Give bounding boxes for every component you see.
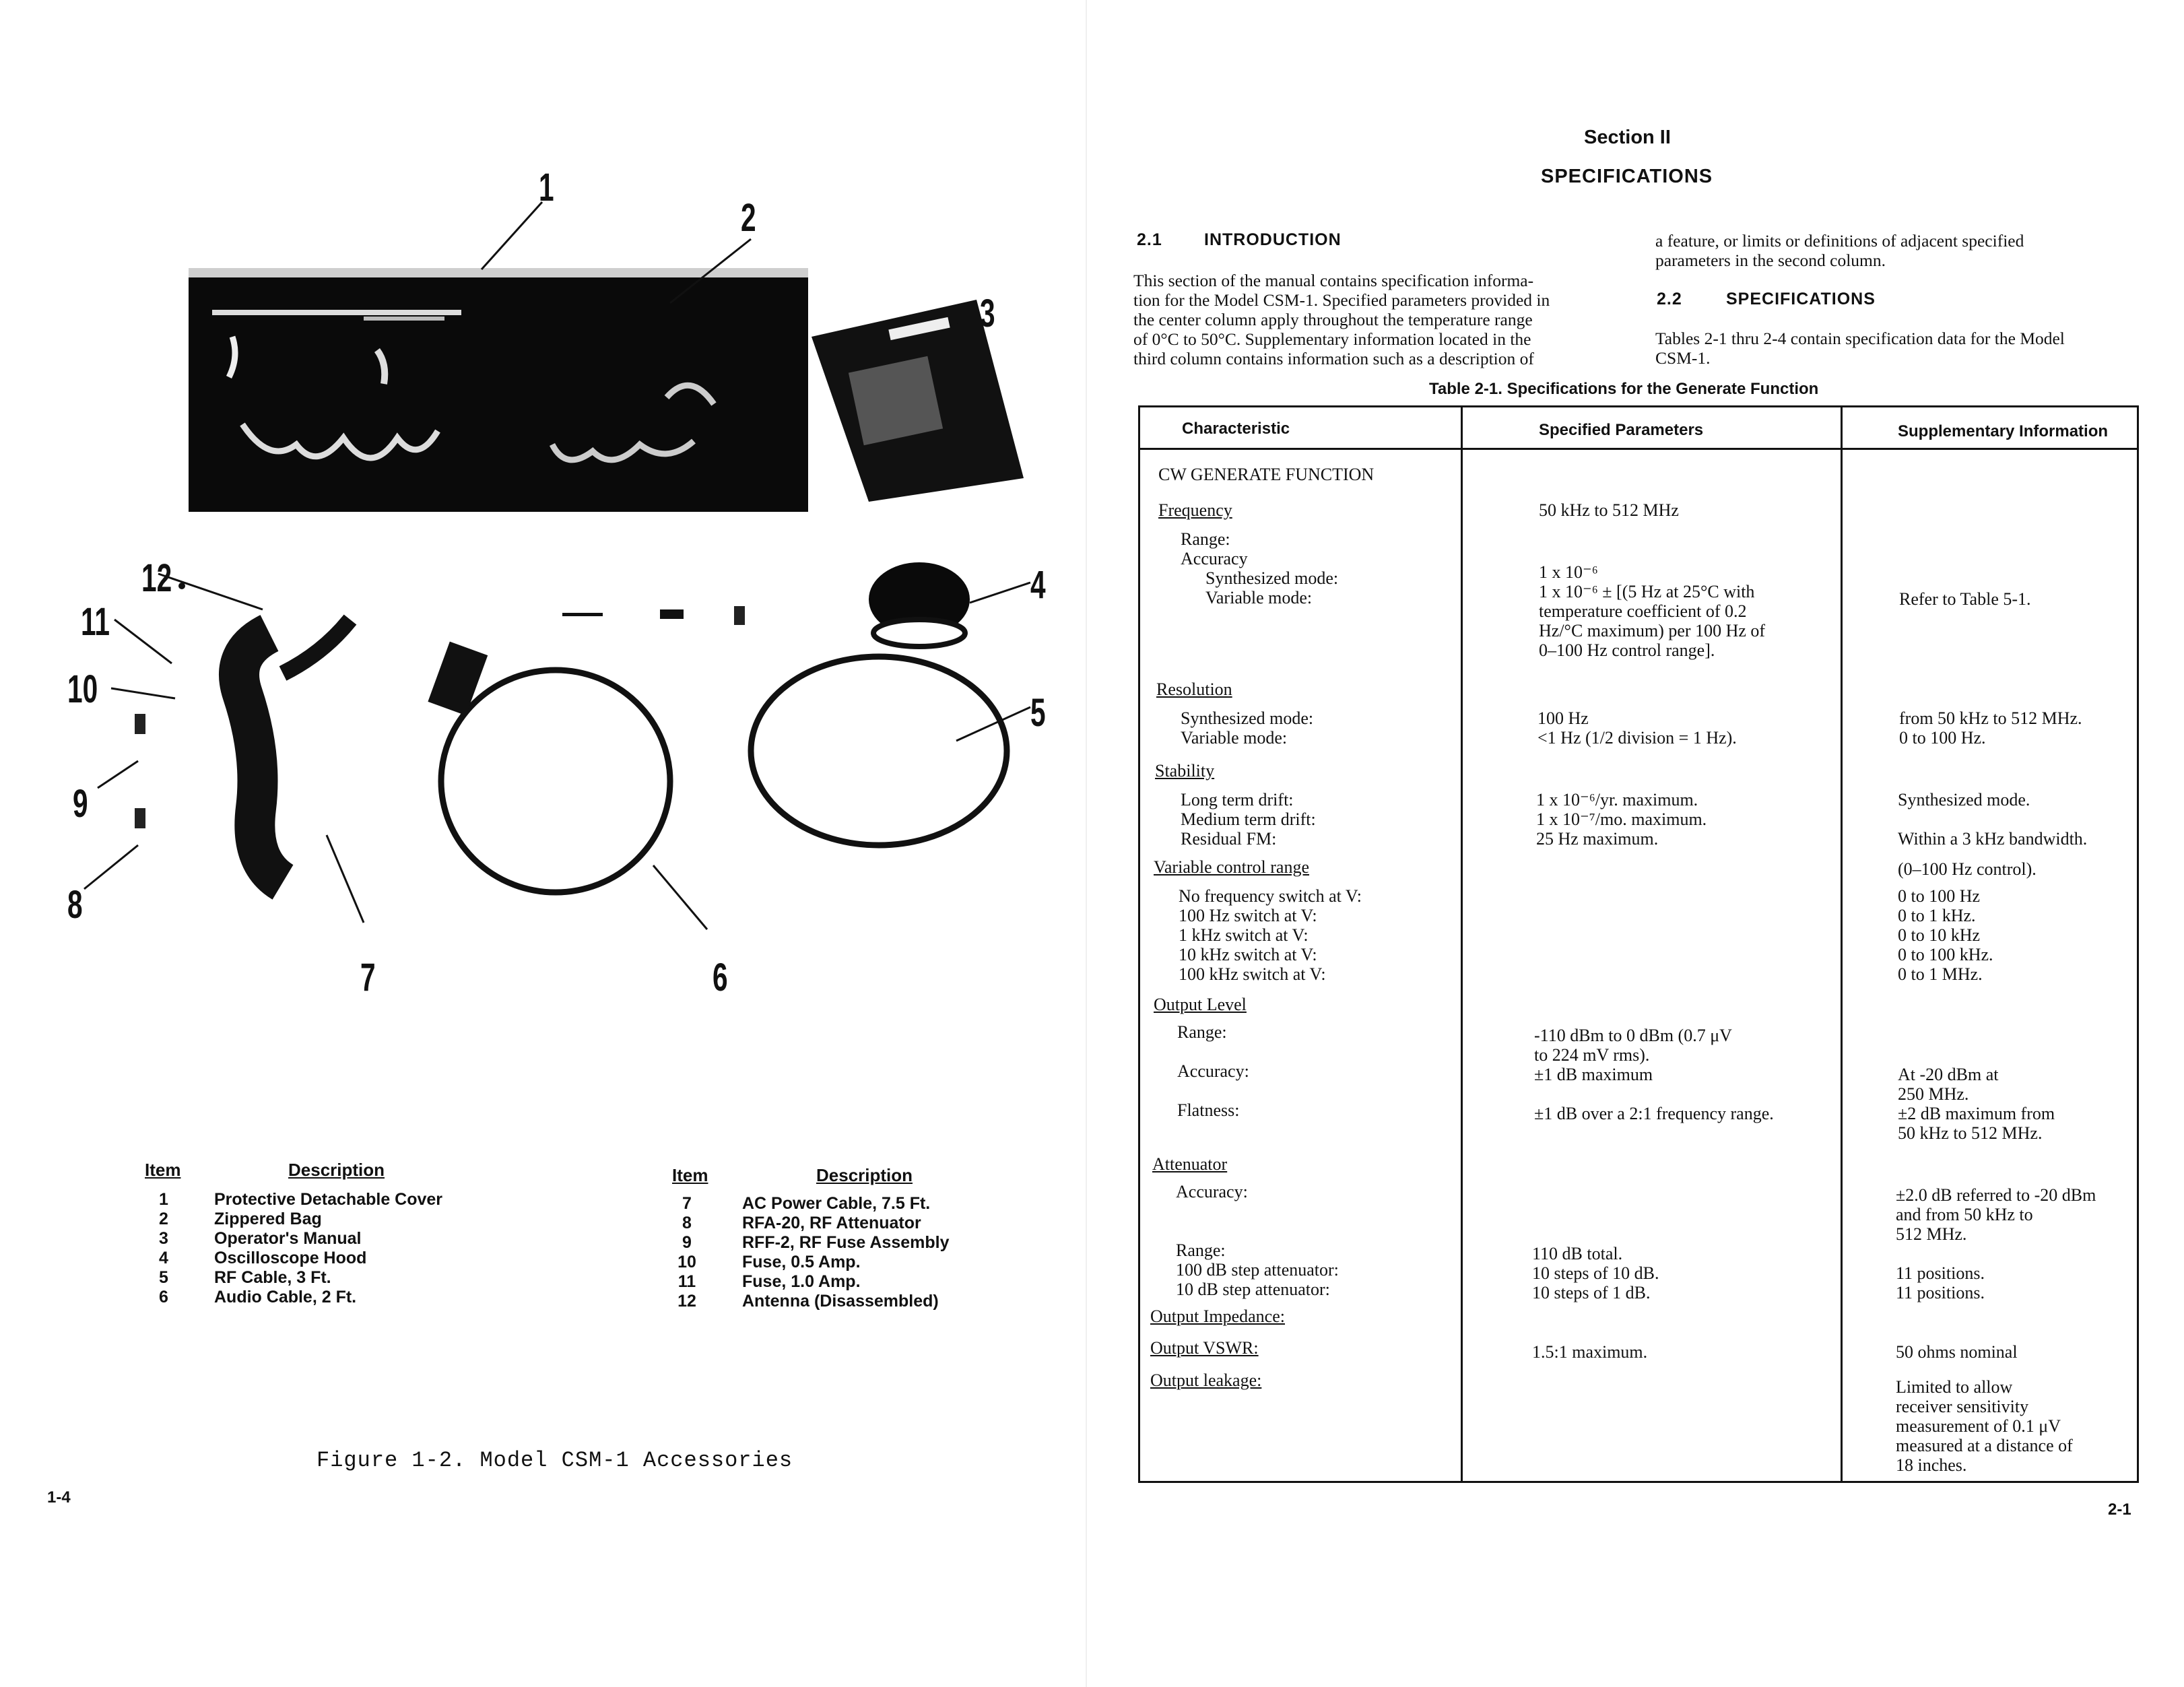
text-line: a feature, or limits or definitions of adjacent specified <box>1655 231 2024 251</box>
cell-resolution-values: 100 Hz <1 Hz (1/2 division = 1 Hz). <box>1537 708 1737 748</box>
cell-attenuator-supplement: 11 positions. 11 positions. <box>1896 1263 1985 1302</box>
accessory-col-desc-left: Description <box>288 1160 385 1180</box>
intro-heading: INTRODUCTION <box>1204 230 1342 249</box>
text-line: This section of the manual contains specification informa- <box>1133 271 1534 290</box>
cell-stability-values: 1 x 10⁻⁶/yr. maximum. 1 x 10⁻⁷/mo. maximum. 25 Hz maximum. <box>1536 790 1707 849</box>
text-line: Tables 2-1 thru 2-4 contain specification data for the Model <box>1655 329 2065 348</box>
cell-output-leakage-supplement: Limited to allow receiver sensitivity measurement of 0.1 μV measured at a distance of 18 inches. <box>1896 1377 2073 1475</box>
protective-cover-image <box>189 268 808 512</box>
accessory-col-item-right: Item <box>672 1165 708 1185</box>
cell-frequency-sub: Range: Accuracy <box>1181 529 1248 568</box>
page-number-right: 2-1 <box>2108 1500 2131 1519</box>
spec-paragraph <box>1655 329 2065 368</box>
table-divider <box>1841 407 1843 1481</box>
spec-heading: SPECIFICATIONS <box>1726 290 1876 308</box>
ac-power-cable-image <box>239 620 488 882</box>
antenna-section-image <box>562 613 603 616</box>
section-label: Section II <box>1584 127 1671 148</box>
cell-output-leakage: Output leakage: <box>1150 1370 1262 1390</box>
cell-stability-sub: Long term drift: Medium term drift: Residual FM: <box>1181 790 1316 849</box>
page-number-left: 1-4 <box>47 1488 71 1507</box>
cell-output-vswr: Output VSWR: <box>1150 1338 1259 1358</box>
text-line: parameters in the second column. <box>1655 251 1886 270</box>
callout-10: 10 <box>67 667 98 711</box>
rf-fuse-assembly-image <box>135 714 145 734</box>
callout-5: 5 <box>1030 691 1046 735</box>
audio-cable-image <box>441 670 670 892</box>
fuse-holder-image <box>660 609 684 619</box>
rf-attenuator-image <box>135 808 145 828</box>
cell-frequency-modes: Synthesized mode: Variable mode: <box>1205 568 1339 607</box>
cell-output-level: Output Level <box>1154 995 1247 1014</box>
cell-variable-control-sub: No frequency switch at V: 100 Hz switch at V: 1 kHz switch at V: 10 kHz switch at V: 100 kHz switch at V: <box>1179 886 1362 984</box>
callout-7: 7 <box>360 956 376 999</box>
cell-attenuator: Attenuator <box>1152 1154 1228 1174</box>
text-line: the center column apply throughout the temperature range <box>1133 310 1533 329</box>
text-line: third column contains information such as a description of <box>1133 349 1534 368</box>
callout-3: 3 <box>980 292 995 335</box>
text-line: of 0°C to 50°C. Supplementary information located in the <box>1133 329 1531 349</box>
cell-stability: Stability <box>1155 761 1215 781</box>
cell-output-flatness-value: ±1 dB over a 2:1 frequency range. <box>1534 1104 1774 1123</box>
cell-frequency-supplement: Refer to Table 5-1. <box>1899 589 2031 609</box>
callout-12: 12 <box>141 556 172 600</box>
accessory-col-item-left: Item <box>145 1160 181 1180</box>
cell-cw-generate: CW GENERATE FUNCTION <box>1158 465 1375 484</box>
cell-output-accuracy-value: ±1 dB maximum <box>1534 1065 1653 1084</box>
section-title: SPECIFICATIONS <box>1541 166 1713 187</box>
cell-attenuator-values: 110 dB total. 10 steps of 10 dB. 10 steps of 1 dB. <box>1532 1244 1659 1302</box>
spec-table <box>1138 405 2139 1483</box>
cell-output-vswr-value: 1.5:1 maximum. <box>1532 1342 1648 1362</box>
cell-stability-supplement-1: Synthesized mode. <box>1898 790 2030 809</box>
cell-frequency-accuracy: 1 x 10⁻⁶ 1 x 10⁻⁶ ± [(5 Hz at 25°C with temperature coefficient of 0.2 Hz/°C maximum) per 100 Hz of 0–100 Hz control range]. <box>1539 562 1766 660</box>
rf-cable-image <box>751 657 1007 845</box>
cell-frequency: Frequency <box>1158 500 1232 520</box>
cell-variable-control-note: (0–100 Hz control). <box>1898 859 2037 879</box>
callout-6: 6 <box>713 956 728 999</box>
table-divider <box>1140 448 2137 450</box>
cell-output-level-range: Range: <box>1177 1022 1227 1042</box>
cell-frequency-range: 50 kHz to 512 MHz <box>1539 500 1679 520</box>
callout-9: 9 <box>73 782 88 826</box>
text-line: CSM-1. <box>1655 348 1711 368</box>
callout-11: 11 <box>81 600 110 644</box>
cell-output-accuracy-supplement: At -20 dBm at 250 MHz. ±2 dB maximum from 50 kHz to 512 MHz. <box>1898 1065 2055 1143</box>
connector-image <box>734 606 745 625</box>
cell-output-level-flatness: Flatness: <box>1177 1100 1240 1120</box>
figure-caption: Figure 1-2. Model CSM-1 Accessories <box>317 1448 793 1473</box>
cell-attenuator-accuracy-supplement: ±2.0 dB referred to -20 dBm and from 50 kHz to 512 MHz. <box>1896 1185 2096 1244</box>
intro-paragraph <box>1133 271 1550 368</box>
oscilloscope-hood-image <box>869 562 970 647</box>
callout-8: 8 <box>67 883 83 927</box>
table-caption: Table 2-1. Specifications for the Generate Function <box>1429 380 1819 398</box>
accessory-col-desc-right: Description <box>816 1165 913 1185</box>
cell-resolution-sub: Synthesized mode: Variable mode: <box>1181 708 1314 748</box>
callout-4: 4 <box>1030 563 1046 607</box>
cell-output-level-accuracy: Accuracy: <box>1177 1061 1249 1081</box>
spec-number: 2.2 <box>1657 290 1682 308</box>
cell-output-range-value: -110 dBm to 0 dBm (0.7 μV to 224 mV rms). <box>1534 1026 1732 1065</box>
intro-paragraph-cont <box>1655 231 2024 270</box>
cell-output-impedance: Output Impedance: <box>1150 1306 1285 1326</box>
cell-resolution: Resolution <box>1156 680 1232 699</box>
table-divider <box>1461 407 1463 1481</box>
table-header-supplementary: Supplementary Information <box>1898 422 2109 440</box>
callout-2: 2 <box>741 196 756 240</box>
cell-resolution-supplement: from 50 kHz to 512 MHz. 0 to 100 Hz. <box>1899 708 2082 748</box>
accessories-photo <box>61 162 1091 1051</box>
cell-attenuator-accuracy: Accuracy: <box>1176 1182 1248 1201</box>
callout-1: 1 <box>539 166 554 209</box>
cell-output-vswr-supplement: 50 ohms nominal <box>1896 1342 2018 1362</box>
table-header-specified: Specified Parameters <box>1539 421 1704 439</box>
cell-attenuator-sub: Range: 100 dB step attenuator: 10 dB step attenuator: <box>1176 1241 1339 1299</box>
cell-stability-supplement-2: Within a 3 kHz bandwidth. <box>1898 829 2088 849</box>
cell-variable-control: Variable control range <box>1154 857 1310 877</box>
text-line: tion for the Model CSM-1. Specified parameters provided in <box>1133 290 1550 310</box>
intro-number: 2.1 <box>1137 230 1162 249</box>
table-header-characteristic: Characteristic <box>1182 420 1290 438</box>
cell-variable-control-supplement: 0 to 100 Hz 0 to 1 kHz. 0 to 10 kHz 0 to 100 kHz. 0 to 1 MHz. <box>1898 886 1993 984</box>
